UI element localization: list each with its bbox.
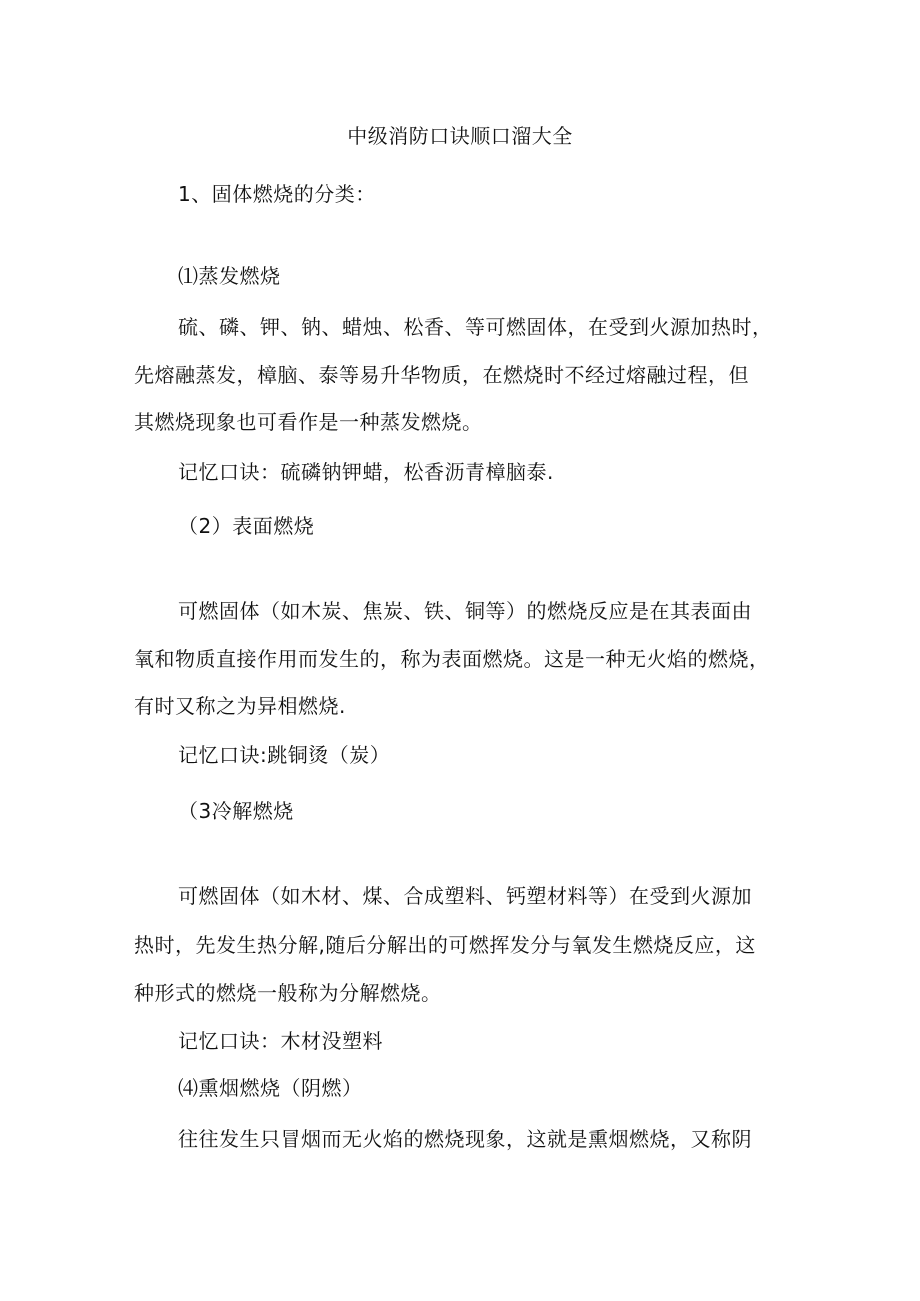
subsection-heading-smoldering: ⑷熏烟燃烧（阴燃） (178, 1076, 363, 1100)
paragraph-line: 可燃固体（如木炭、焦炭、铁、铜等）的燃烧反应是在其表面由 (178, 599, 752, 623)
paragraph-line: 种形式的燃烧一般称为分解燃烧。 (134, 981, 442, 1005)
mnemonic-line: 记忆口诀：硫磷钠钾蜡，松香沥青樟脑泰. (178, 460, 554, 484)
paragraph-line: 其燃烧现象也可看作是一种蒸发燃烧。 (134, 410, 483, 434)
mnemonic-line: 记忆口诀：木材没塑料 (178, 1029, 383, 1053)
paragraph-line: 先熔融蒸发，樟脑、泰等易升华物质，在燃烧时不经过熔融过程，但 (134, 363, 749, 387)
paragraph-line: 氧和物质直接作用而发生的，称为表面燃烧。这是一种无火焰的燃烧， (134, 647, 770, 671)
subsection-heading-decomposition: （3冷解燃烧 (178, 799, 294, 823)
subsection-heading-evaporation: ⑴蒸发燃烧 (178, 264, 281, 288)
paragraph-line: 热时，先发生热分解,随后分解出的可燃挥发分与氧发生燃烧反应，这 (134, 933, 756, 957)
paragraph-line: 往往发生只冒烟而无火焰的燃烧现象，这就是熏烟燃烧，又称阴 (178, 1127, 752, 1151)
paragraph-line: 可燃固体（如木材、煤、合成塑料、钙塑材料等）在受到火源加 (178, 884, 752, 908)
paragraph-line: 有时又称之为异相燃烧. (134, 694, 346, 718)
page-title: 中级消防口诀顺口溜大全 (347, 124, 573, 148)
paragraph-line: 硫、磷、钾、钠、蜡烛、松香、等可燃固体，在受到火源加热时， (178, 315, 773, 339)
mnemonic-line: 记忆口诀:跳铜烫（炭） (178, 743, 391, 767)
section-heading: 1、固体燃烧的分类： (178, 182, 376, 206)
subsection-heading-surface: （2）表面燃烧 (178, 514, 315, 538)
